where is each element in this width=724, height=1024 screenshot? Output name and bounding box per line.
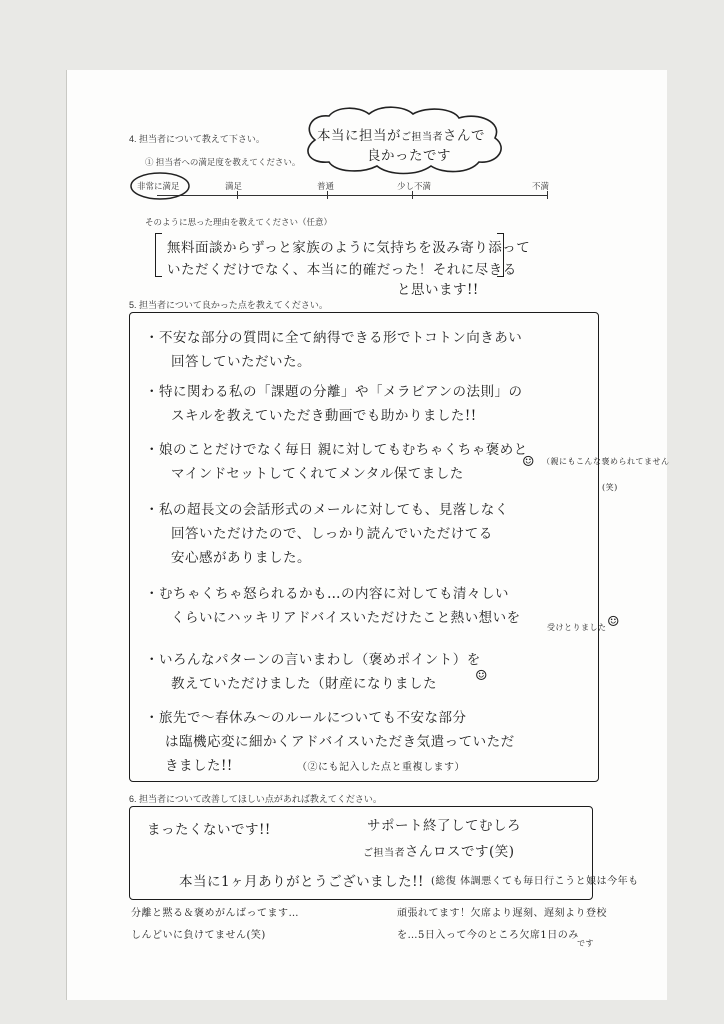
q5-line-14: ・旅先で〜春休み〜のルールについても不安な部分 — [145, 710, 467, 726]
survey-sheet — [66, 70, 670, 1000]
q4-heading: 4. 担当者について教えて下さい。 — [129, 134, 265, 144]
q6-line-3b: (総復 体調悪くても毎日行こうと娘は今年も — [431, 876, 639, 887]
q5-side-note-1: （親にもこんな褒められてません — [542, 457, 670, 466]
smiley-icon: ☺ — [475, 668, 489, 684]
q5-line-2: 回答していただいた。 — [171, 354, 311, 370]
q6-line-1: まったくないです!! — [147, 822, 271, 838]
reason-line-2: いただくだけでなく、本当に的確だった！それに尽きる — [167, 262, 517, 278]
q5-line-11: くらいにハッキリアドバイスいただけたこと熱い想いを — [171, 610, 521, 626]
q6-line-5c: です — [577, 939, 594, 948]
q6-line-4b: 頑張れてます！欠席より遅刻、遅刻より登校 — [397, 908, 607, 919]
scale-slightly-dissatisfied: 少し不満 — [397, 181, 432, 191]
smiley-icon: ☺ — [607, 614, 621, 630]
q6-heading: 6. 担当者について改善してほしい点があれば教えてください。 — [129, 794, 382, 804]
q5-line-9: 安心感がありました。 — [171, 550, 311, 566]
q6-line-1b: サポート終了してむしろ — [367, 818, 521, 834]
reason-bracket-left — [155, 233, 162, 277]
q6-line-2: ご担当者さんロスです(笑) — [363, 844, 515, 860]
scale-tick — [237, 191, 238, 199]
scale-tick — [327, 191, 328, 199]
q5-side-note-2: 受けとりました — [547, 623, 607, 632]
scale-satisfied: 満足 — [225, 181, 243, 191]
scale-neutral: 普通 — [317, 181, 335, 191]
q4-satisfaction-label: ① 担当者への満足度を教えてください。 — [145, 157, 301, 167]
q5-line-6: マインドセットしてくれてメンタル保てました — [171, 466, 464, 482]
q5-line-7: ・私の超長文の会話形式のメールに対しても、見落しなく — [145, 502, 509, 518]
scale-tick — [547, 191, 548, 199]
q6-line-5a: しんどいに負けてません(笑) — [131, 930, 266, 941]
q6-line-4a: 分離と黙る＆褒めがんばってます… — [131, 908, 299, 919]
q5-line-12: ・いろんなパターンの言いまわし（褒めポイント）を — [145, 652, 481, 668]
cloud-text-line1: 本当に担当がご担当者さんで — [317, 128, 485, 144]
scale-tick — [412, 191, 413, 199]
q5-line-16: きました!! — [165, 758, 233, 774]
smiley-icon: ☺ — [522, 454, 536, 470]
q5-heading: 5. 担当者について良かった点を教えてください。 — [129, 300, 328, 310]
scale-dissatisfied: 不満 — [532, 181, 550, 191]
q5-line-3: ・特に関わる私の「課題の分離」や「メラビアンの法則」の — [145, 384, 523, 400]
q6-line-5b: を…5日入って今のところ欠席1日のみ — [397, 930, 579, 941]
scale-very-satisfied: 非常に満足 — [137, 181, 180, 191]
reason-label: そのように思った理由を教えてください（任意） — [145, 217, 333, 227]
q5-line-10: ・むちゃくちゃ怒られるかも…の内容に対しても清々しい — [145, 586, 509, 602]
reason-line-1: 無料面談からずっと家族のように気持ちを汲み寄り添って — [167, 240, 531, 256]
cloud-text-line2: 良かったです — [367, 148, 451, 164]
q5-line-5: ・娘のことだけでなく毎日 親に対してもむちゃくちゃ褒めと — [145, 442, 528, 458]
q5-line-17: （②にも記入した点と重複します） — [297, 762, 465, 773]
q5-line-15: は臨機応変に細かくアドバイスいただき気遣っていただ — [165, 734, 515, 750]
q6-line-3: 本当に1ヶ月ありがとうございました!! — [179, 874, 424, 890]
reason-line-3: と思います!! — [397, 282, 479, 298]
q5-line-1: ・不安な部分の質問に全て納得できる形でトコトン向きあい — [145, 330, 523, 346]
q5-line-13: 教えていただけました（財産になりました — [171, 676, 437, 692]
q5-side-note-1b: (笑) — [602, 483, 618, 492]
satisfaction-scale-line — [157, 195, 547, 196]
q5-line-4: スキルを教えていただき動画でも助かりました!! — [171, 408, 477, 424]
q5-line-8: 回答いただけたので、しっかり読んでいただけてる — [171, 526, 493, 542]
